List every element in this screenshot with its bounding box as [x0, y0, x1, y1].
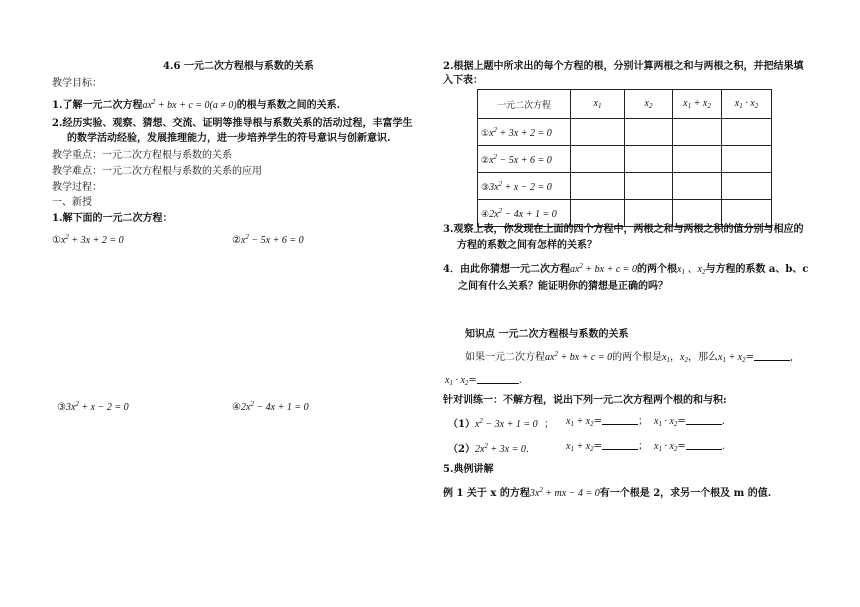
table-row-equation: $④2x^2 - 4x + 1 = 0$ — [478, 200, 571, 227]
table-cell-blank — [625, 146, 673, 173]
answer-blank — [602, 415, 638, 425]
objective-2-line1: 2.经历实验、观察、猜想、交流、证明等推导根与系数关系的活动过程，丰富学生 — [52, 118, 413, 129]
table-cell-blank — [673, 119, 722, 146]
training-item-2-product: $x_1 \cdot x_2=$ . — [654, 441, 725, 453]
training-one: 针对训练一：不解方程，说出下列一元二次方程两个根的和与积: — [443, 395, 727, 406]
table-row-equation: $①x^2 + 3x + 2 = 0$ — [478, 119, 571, 146]
table-cell-blank — [722, 119, 772, 146]
table-row — [478, 119, 772, 146]
knowledge-point-title: 知识点 一元二次方程根与系数的关系 — [465, 329, 629, 340]
objective-2-line2: 的数学活动经验，发展推理能力，进一步培养学生的符号意识与创新意识. — [67, 133, 391, 144]
difficulty-point: 教学难点：一元二次方程根与系数的关系的应用 — [52, 166, 262, 177]
equation-4: $④2x^2 - 4x + 1 = 0$ — [232, 400, 309, 413]
table-row — [478, 173, 772, 200]
question-1: 1.解下面的一元二次方程： — [52, 213, 173, 224]
table-header-x1: $x_1$ — [571, 90, 625, 119]
training-item-2: $(2)2x^2 + 3x = 0$． — [448, 442, 536, 455]
table-cell-blank — [625, 173, 673, 200]
table-cell-blank — [571, 146, 625, 173]
equation-3: $③3x^2 + x - 2 = 0$ — [57, 400, 129, 413]
table-row-equation: $②x^2 - 5x + 6 = 0$ — [478, 146, 571, 173]
objective-1: 1.了解一元二次方程$ax^2$ + bx + c = 0(a ≠ 0)的根与系数之间的关系. — [52, 98, 341, 111]
answer-blank — [602, 440, 638, 450]
equation-1: $①x^2 + 3x + 2 = 0$ — [52, 233, 124, 246]
table-cell-blank — [722, 146, 772, 173]
table-cell-blank — [673, 173, 722, 200]
section-5-heading: 5.典例讲解 — [443, 464, 494, 475]
answer-blank — [686, 440, 722, 450]
question-3-line2: 方程的系数之间有怎样的关系？ — [457, 240, 597, 251]
table-cell-blank — [673, 146, 722, 173]
table-header-row — [478, 90, 772, 119]
question-4-line1: 4．由此你猜想一元二次方程$ax^2$ + bx + c = 0的两个根$x_1$ 、$x_2$与方程的系数 a、b、c — [443, 262, 809, 276]
product-blank — [477, 374, 519, 384]
table-header-sum: $x_1 + x_2$ — [673, 90, 722, 119]
key-point: 教学重点：一元二次方程根与系数的关系 — [52, 150, 232, 161]
objectives-label: 教学目标： — [52, 78, 102, 89]
table-cell-blank — [722, 173, 772, 200]
example-1: 例 1 关于 x 的方程$3x^2$ + mx − 4 = 0有一个根是 2，求另一个根及 m 的值. — [443, 486, 772, 499]
table-cell-blank — [571, 119, 625, 146]
table-cell-blank — [571, 173, 625, 200]
question-2-line2: 入下表： — [443, 75, 483, 86]
question-3-line1: 3.观察上表，你发现在上面的四个方程中，两根之和与两根之积的值分别与相应的 — [443, 224, 804, 235]
training-item-1-product: $x_1 \cdot x_2=$ . — [654, 416, 725, 428]
sum-blank — [754, 351, 790, 361]
roots-table — [477, 89, 772, 227]
general-quadratic-formula: $ax^2$ + bx + c = 0(a ≠ 0) — [142, 98, 237, 111]
equation-2: $②x^2 - 5x + 6 = 0$ — [232, 233, 304, 246]
question-4-line2: 之间有什么关系？能证明你的猜想是正确的吗？ — [458, 281, 668, 292]
process-label: 教学过程： — [52, 182, 102, 193]
section-one-heading: 一、新授 — [52, 197, 92, 208]
table-header-product: $x_1 \cdot x_2$ — [722, 90, 772, 119]
knowledge-point-product: $x_1 \cdot x_2=$ . — [445, 375, 522, 387]
knowledge-point-statement: 如果一元二次方程$ax^2$ + bx + c = 0的两个根是$x_1$，$x_2$，那么$x_1 + x_2=$ , — [465, 350, 794, 364]
page-title: 4.6 一元二次方程根与系数的关系 — [163, 61, 314, 72]
table-row-equation: $③3x^2 + x - 2 = 0$ — [478, 173, 571, 200]
training-item-1: $(1)x^2 - 3x + 1 = 0$ ； — [448, 417, 554, 430]
table-header-x2: $x_2$ — [625, 90, 673, 119]
table-header-equation: 一元二次方程 — [478, 90, 571, 119]
training-item-2-sum: $x_1 + x_2=$ ； — [566, 441, 649, 453]
table-row — [478, 146, 772, 173]
training-item-1-sum: $x_1 + x_2=$ ； — [566, 416, 649, 428]
question-2-line1: 2.根据上题中所求出的每个方程的根，分别计算两根之和与两根之积，并把结果填 — [443, 61, 804, 72]
table-cell-blank — [625, 119, 673, 146]
answer-blank — [686, 415, 722, 425]
